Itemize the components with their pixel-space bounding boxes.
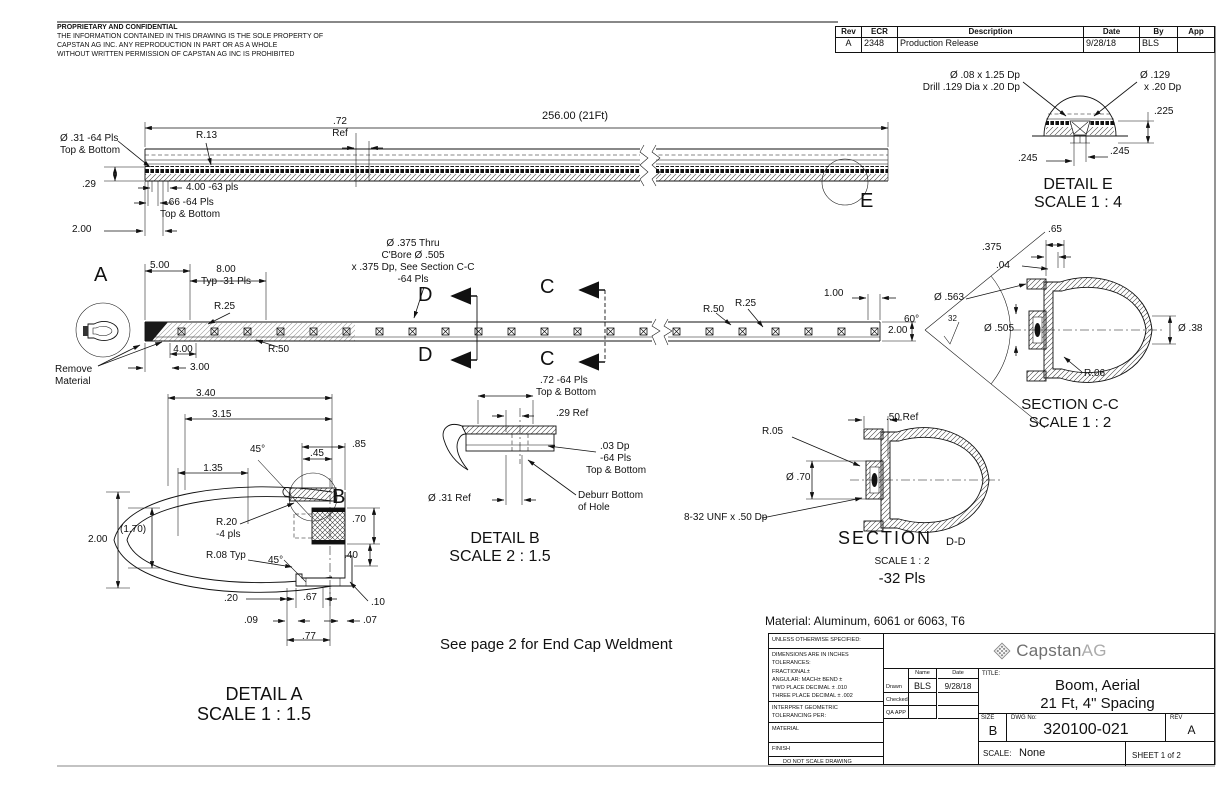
dim-60deg: 60° <box>904 314 920 325</box>
date-value: 9/28/18 <box>1084 38 1140 52</box>
dim-77: .77 <box>302 631 316 642</box>
detail-e-letter: E <box>860 190 874 212</box>
dim-r08: R.08 Typ <box>206 550 246 561</box>
dim-200-height: 2.00 <box>88 534 108 545</box>
dim-09: .09 <box>244 615 258 626</box>
detail-e-note2: Drill .129 Dia x .20 Dp <box>922 82 1020 93</box>
tol-line5: TWO PLACE DECIMAL ± .010 <box>772 685 847 691</box>
dim-r50: R.50 <box>268 344 290 355</box>
tol-line4: ANGULAR: MACH± BEND ± <box>772 676 843 683</box>
dim-135: 1.35 <box>203 463 223 474</box>
dim-dia70: Ø .70 <box>786 472 811 483</box>
sheet-value: SHEET 1 of 2 <box>1132 751 1181 760</box>
approval-table <box>884 669 978 719</box>
app-value <box>1178 38 1214 52</box>
dim-dia38: Ø .38 <box>1178 323 1203 334</box>
unless-label: UNLESS OTHERWISE SPECIFIED: <box>769 634 884 649</box>
dim-45deg-top: 45° <box>250 444 266 455</box>
rev-label: REV <box>1170 715 1183 721</box>
dim-375: .375 <box>982 242 1002 253</box>
proprietary-line3: WITHOUT WRITTEN PERMISSION OF CAPSTAN AG INC IS PROHIBITED <box>57 51 295 58</box>
proprietary-line2: CAPSTAN AG INC. ANY REPRODUCTION IN PART OR AS A WHOLE <box>57 42 278 49</box>
capstanag-logo-icon <box>992 641 1012 661</box>
section-dd-pls: -32 Pls <box>878 570 926 587</box>
deburr-note-line1: Deburr Bottom <box>578 490 644 501</box>
ecr-header: ECR <box>862 27 898 38</box>
detail-b-dim03: .03 Dp <box>600 441 630 452</box>
drawn-name: BLS <box>908 679 937 693</box>
finish-label: FINISH <box>769 743 884 757</box>
ecr-value: 2348 <box>862 38 898 52</box>
size-value: B <box>988 723 998 738</box>
dim-72: .72 <box>333 116 347 127</box>
dim-67: .67 <box>303 592 317 603</box>
dim-800-typ: Typ -31 Pls <box>200 276 252 287</box>
dim-r05: R.05 <box>762 426 784 437</box>
dim-65: .65 <box>1048 224 1062 235</box>
brand-ag: AG <box>1081 641 1107 660</box>
dim-400: 4.00 <box>173 344 193 355</box>
drawn-date: 9/28/18 <box>938 679 978 693</box>
brand-capstan: Capstan <box>1016 641 1082 660</box>
section-d-letter-bottom: D <box>418 344 433 366</box>
section-c-letter-top: C <box>540 276 555 298</box>
detail-b-dim72-line2: Top & Bottom <box>536 387 597 398</box>
do-not-scale-label: DO NOT SCALE DRAWING <box>783 759 852 765</box>
dim-r13: R.13 <box>196 130 218 141</box>
by-header: By <box>1140 27 1178 38</box>
material-label: MATERIAL <box>769 723 884 743</box>
hole-note-line2: C'Bore Ø .505 <box>381 250 445 261</box>
section-cc-title: SECTION C-C <box>1021 396 1119 413</box>
title-label: TITLE: <box>982 671 1001 677</box>
name-column-header: Name <box>908 669 937 679</box>
section-cc-scale: SCALE 1 : 2 <box>1028 414 1112 431</box>
tolerance-column <box>769 634 884 764</box>
detail-e-scale: SCALE 1 : 4 <box>1033 194 1123 211</box>
tol-line1: DIMENSIONS ARE IN INCHES <box>772 652 849 658</box>
hole-note-line1: Ø .375 Thru <box>386 238 440 249</box>
dim-340: 3.40 <box>196 388 216 399</box>
drawing-title-line1: Boom, Aerial <box>1054 677 1141 694</box>
logo-cell <box>884 634 1215 669</box>
dim-r20-line2: -4 pls <box>216 529 241 540</box>
remove-material-line2: Material <box>55 376 91 387</box>
app-header: App <box>1178 27 1214 38</box>
detail-b-dim03-line2: -64 Pls <box>600 453 632 464</box>
dim-400-63pls: 4.00 -63 pls <box>186 182 239 193</box>
revision-table <box>835 26 1215 53</box>
tol-line3: FRACTIONAL± <box>772 668 810 675</box>
dim-45deg-bottom: 45° <box>268 555 284 566</box>
detail-a-title: DETAIL A <box>225 684 303 704</box>
interpret-line2: TOLERANCING PER: <box>772 713 826 720</box>
top-view-geometry <box>104 122 888 236</box>
detail-b-dim29: .29 Ref <box>556 408 589 419</box>
interpret-line1: INTERPRET GEOMETRIC <box>772 705 838 711</box>
dim-r06: R.06 <box>1084 368 1106 379</box>
tol-line2: TOLERANCES: <box>772 660 811 667</box>
title-block <box>768 633 1215 765</box>
detail-b-scale: SCALE 2 : 1.5 <box>449 548 551 565</box>
date-column-header: Date <box>938 669 978 679</box>
section-dd-title: SECTION <box>838 528 933 548</box>
detail-e-note1: Ø .08 x 1.25 Dp <box>949 70 1020 81</box>
dim-66-line2: Top & Bottom <box>160 209 221 220</box>
by-value: BLS <box>1140 38 1178 52</box>
dwg-no-label: DWG No: <box>1011 715 1037 721</box>
dim-300: 3.00 <box>190 362 210 373</box>
detail-a-letter: A <box>94 264 108 286</box>
section-d-letter-top: D <box>418 284 433 306</box>
dim-245-left: .245 <box>1018 153 1038 164</box>
dwg-row <box>978 713 1215 741</box>
drawn-label: Drawn <box>884 679 908 693</box>
qa-app-label: QA APP <box>884 706 908 719</box>
checked-label: Checked <box>884 693 908 706</box>
dim-overall-length: 256.00 (21Ft) <box>541 110 609 122</box>
detail-e-note4: x .20 Dp <box>1144 82 1182 93</box>
detail-e-geometry <box>1023 82 1154 166</box>
hole-note-line3: x .375 Dp, See Section C-C <box>351 262 475 273</box>
dim-72-ref: Ref <box>332 128 348 139</box>
dim-800: 8.00 <box>216 264 236 275</box>
proprietary-title: PROPRIETARY AND CONFIDENTIAL <box>57 24 178 31</box>
dim-dia505: Ø .505 <box>984 323 1015 334</box>
dim-04: .04 <box>996 260 1010 271</box>
dim-10: .10 <box>371 597 385 608</box>
title-cell <box>978 669 1215 713</box>
scale-value: None <box>1019 747 1046 759</box>
dwg-no-value: 320100-021 <box>1043 721 1129 738</box>
description-header: Description <box>898 27 1084 38</box>
dim-dia31: Ø .31 -64 Pls <box>60 133 119 144</box>
detail-b-title: DETAIL B <box>470 530 540 547</box>
hole-note-line4: -64 Pls <box>397 274 429 285</box>
section-dd-title-sub: D-D <box>946 536 966 548</box>
drawing-title-line2: 21 Ft, 4" Spacing <box>1040 695 1155 712</box>
dim-200-right: 2.00 <box>888 325 908 336</box>
dim-50ref: .50 Ref <box>886 412 919 423</box>
section-dd-scale: SCALE 1 : 2 <box>874 556 930 567</box>
detail-b-dia31: Ø .31 Ref <box>428 493 471 504</box>
detail-b-letter: B <box>332 486 346 508</box>
description-value: Production Release <box>898 38 1084 52</box>
rev-value: A <box>836 38 862 52</box>
tol-line6: THREE PLACE DECIMAL ± .002 <box>772 693 853 700</box>
date-header: Date <box>1084 27 1140 38</box>
dim-500: 5.00 <box>150 260 170 271</box>
detail-a-scale: SCALE 1 : 1.5 <box>196 704 312 724</box>
detail-b-dim72: .72 -64 Pls <box>540 375 588 386</box>
detail-a-geometry <box>106 394 380 646</box>
section-c-letter-bottom: C <box>540 348 555 370</box>
scale-row <box>978 741 1215 765</box>
dim-315: 3.15 <box>212 409 232 420</box>
dim-dia31-line2: Top & Bottom <box>60 145 121 156</box>
detail-b-dim03-line3: Top & Bottom <box>586 465 647 476</box>
dim-20: .20 <box>224 593 238 604</box>
remove-material-line1: Remove <box>55 364 93 375</box>
dim-r50-right: R.50 <box>703 304 725 315</box>
dim-100: 1.00 <box>824 288 844 299</box>
page2-note: See page 2 for End Cap Weldment <box>440 636 673 653</box>
dim-85: .85 <box>352 439 366 450</box>
rev-header: Rev <box>836 27 862 38</box>
size-label: SIZE <box>981 715 995 721</box>
detail-e-note3: Ø .129 <box>1140 70 1171 81</box>
dim-245-right: .245 <box>1110 146 1130 157</box>
dim-66: .66 -64 Pls <box>166 197 214 208</box>
dim-170ref: (1.70) <box>120 524 147 535</box>
thread-callout: 8-32 UNF x .50 Dp <box>684 512 768 523</box>
proprietary-line1: THE INFORMATION CONTAINED IN THIS DRAWING IS THE SOLE PROPERTY OF <box>57 33 324 40</box>
dim-r25-right: R.25 <box>735 298 757 309</box>
dim-07: .07 <box>363 615 377 626</box>
dim-225: .225 <box>1154 106 1174 117</box>
scale-label: SCALE: <box>983 749 1012 758</box>
dim-29: .29 <box>82 179 96 190</box>
rev-value-block: A <box>1187 723 1196 737</box>
dim-dia563: Ø .563 <box>934 292 965 303</box>
dim-70: .70 <box>352 514 366 525</box>
dim-40: .40 <box>344 550 358 561</box>
dim-200: 2.00 <box>72 224 92 235</box>
dim-r25: R.25 <box>214 301 236 312</box>
dim-r20: R.20 <box>216 517 238 528</box>
deburr-note-line2: of Hole <box>578 502 610 513</box>
material-note: Material: Aluminum, 6061 or 6063, T6 <box>765 614 965 628</box>
detail-e-title: DETAIL E <box>1043 176 1113 193</box>
surface-finish-32: 32 <box>948 314 957 323</box>
dim-45: .45 <box>310 448 324 459</box>
